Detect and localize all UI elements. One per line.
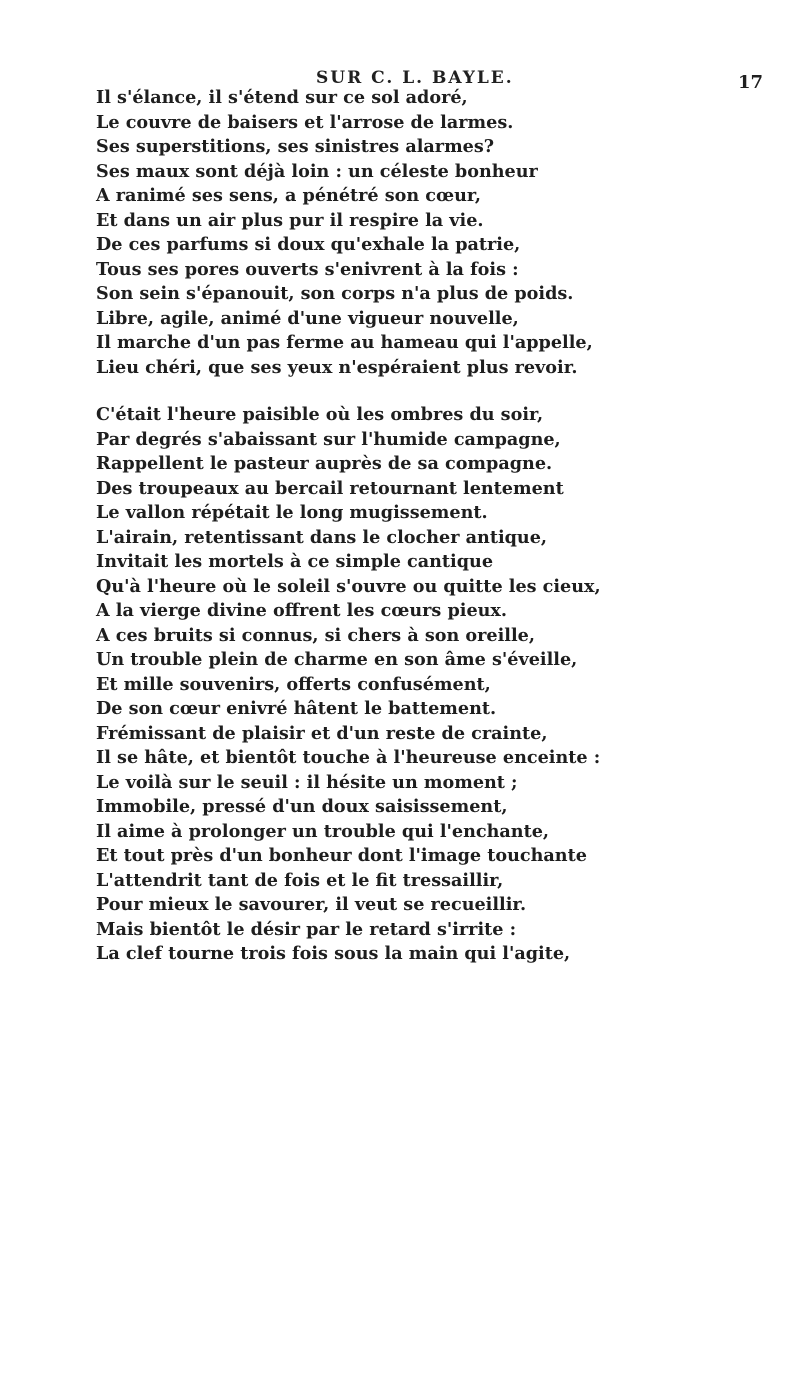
page-number: 17 xyxy=(738,72,764,93)
verse-line: Qu'à l'heure où le soleil s'ouvre ou quitte les cieux, xyxy=(96,575,601,597)
verse-line: A ranimé ses sens, a pénétré son cœur, xyxy=(96,185,482,206)
verse-line: Et dans un air plus pur il respire la vie. xyxy=(96,209,484,231)
verse-line: Par degrés s'abaissant sur l'humide campagne, xyxy=(96,428,561,450)
verse-line: Ses maux sont déjà loin : un céleste bonheur xyxy=(96,160,538,182)
verse-line: Invitait les mortels à ce simple cantique xyxy=(96,551,494,572)
verse-line: A la vierge divine offrent les cœurs pieux. xyxy=(96,600,508,621)
verse-line: Des troupeaux au bercail retournant lentement xyxy=(96,477,564,499)
poem-text xyxy=(96,86,756,967)
verse-line: Un trouble plein de charme en son âme s'éveille, xyxy=(96,649,578,670)
verse-line: Ses superstitions, ses sinistres alarmes? xyxy=(96,136,495,157)
verse-line: L'airain, retentissant dans le clocher antique, xyxy=(96,526,548,548)
verse-line: Libre, agile, animé d'une vigueur nouvelle, xyxy=(96,307,519,329)
verse-line: Il aime à prolonger un trouble qui l'enchante, xyxy=(96,820,550,842)
running-title: SUR C. L. BAYLE. xyxy=(316,68,514,88)
verse-line: Il marche d'un pas ferme au hameau qui l'appelle, xyxy=(96,332,593,353)
verse-line: Frémissant de plaisir et d'un reste de crainte, xyxy=(96,722,548,744)
verse-line: Tous ses pores ouverts s'enivrent à la fois : xyxy=(96,258,519,280)
verse-line: Mais bientôt le désir par le retard s'irrite : xyxy=(96,918,517,940)
stanza-2 xyxy=(96,403,756,967)
stanza-1 xyxy=(96,86,756,380)
verse-line: Immobile, pressé d'un doux saisissement, xyxy=(96,796,508,817)
verse-line: Le couvre de baisers et l'arrose de larmes. xyxy=(96,111,514,133)
verse-line: Pour mieux le savourer, il veut se recueillir. xyxy=(96,894,527,915)
verse-line: De ces parfums si doux qu'exhale la patrie, xyxy=(96,234,521,255)
verse-line: Et mille souvenirs, offerts confusément, xyxy=(96,673,491,695)
verse-line: L'attendrit tant de fois et le fit tressaillir, xyxy=(96,869,504,891)
verse-line: Le vallon répétait le long mugissement. xyxy=(96,502,488,523)
verse-line: De son cœur enivré hâtent le battement. xyxy=(96,698,497,719)
verse-line: Lieu chéri, que ses yeux n'espéraient plus revoir. xyxy=(96,356,578,378)
verse-line: Rappellent le pasteur auprès de sa compagne. xyxy=(96,453,553,474)
verse-line: La clef tourne trois fois sous la main qui l'agite, xyxy=(96,943,571,964)
verse-line: A ces bruits si connus, si chers à son oreille, xyxy=(96,624,535,646)
verse-line: Son sein s'épanouit, son corps n'a plus de poids. xyxy=(96,283,574,304)
verse-line: Et tout près d'un bonheur dont l'image touchante xyxy=(96,845,587,866)
verse-line: Le voilà sur le seuil : il hésite un moment ; xyxy=(96,771,518,793)
verse-line: Il se hâte, et bientôt touche à l'heureuse enceinte : xyxy=(96,747,601,768)
verse-line: Il s'élance, il s'étend sur ce sol adoré, xyxy=(96,87,468,108)
verse-line: C'était l'heure paisible où les ombres du soir, xyxy=(96,404,544,425)
